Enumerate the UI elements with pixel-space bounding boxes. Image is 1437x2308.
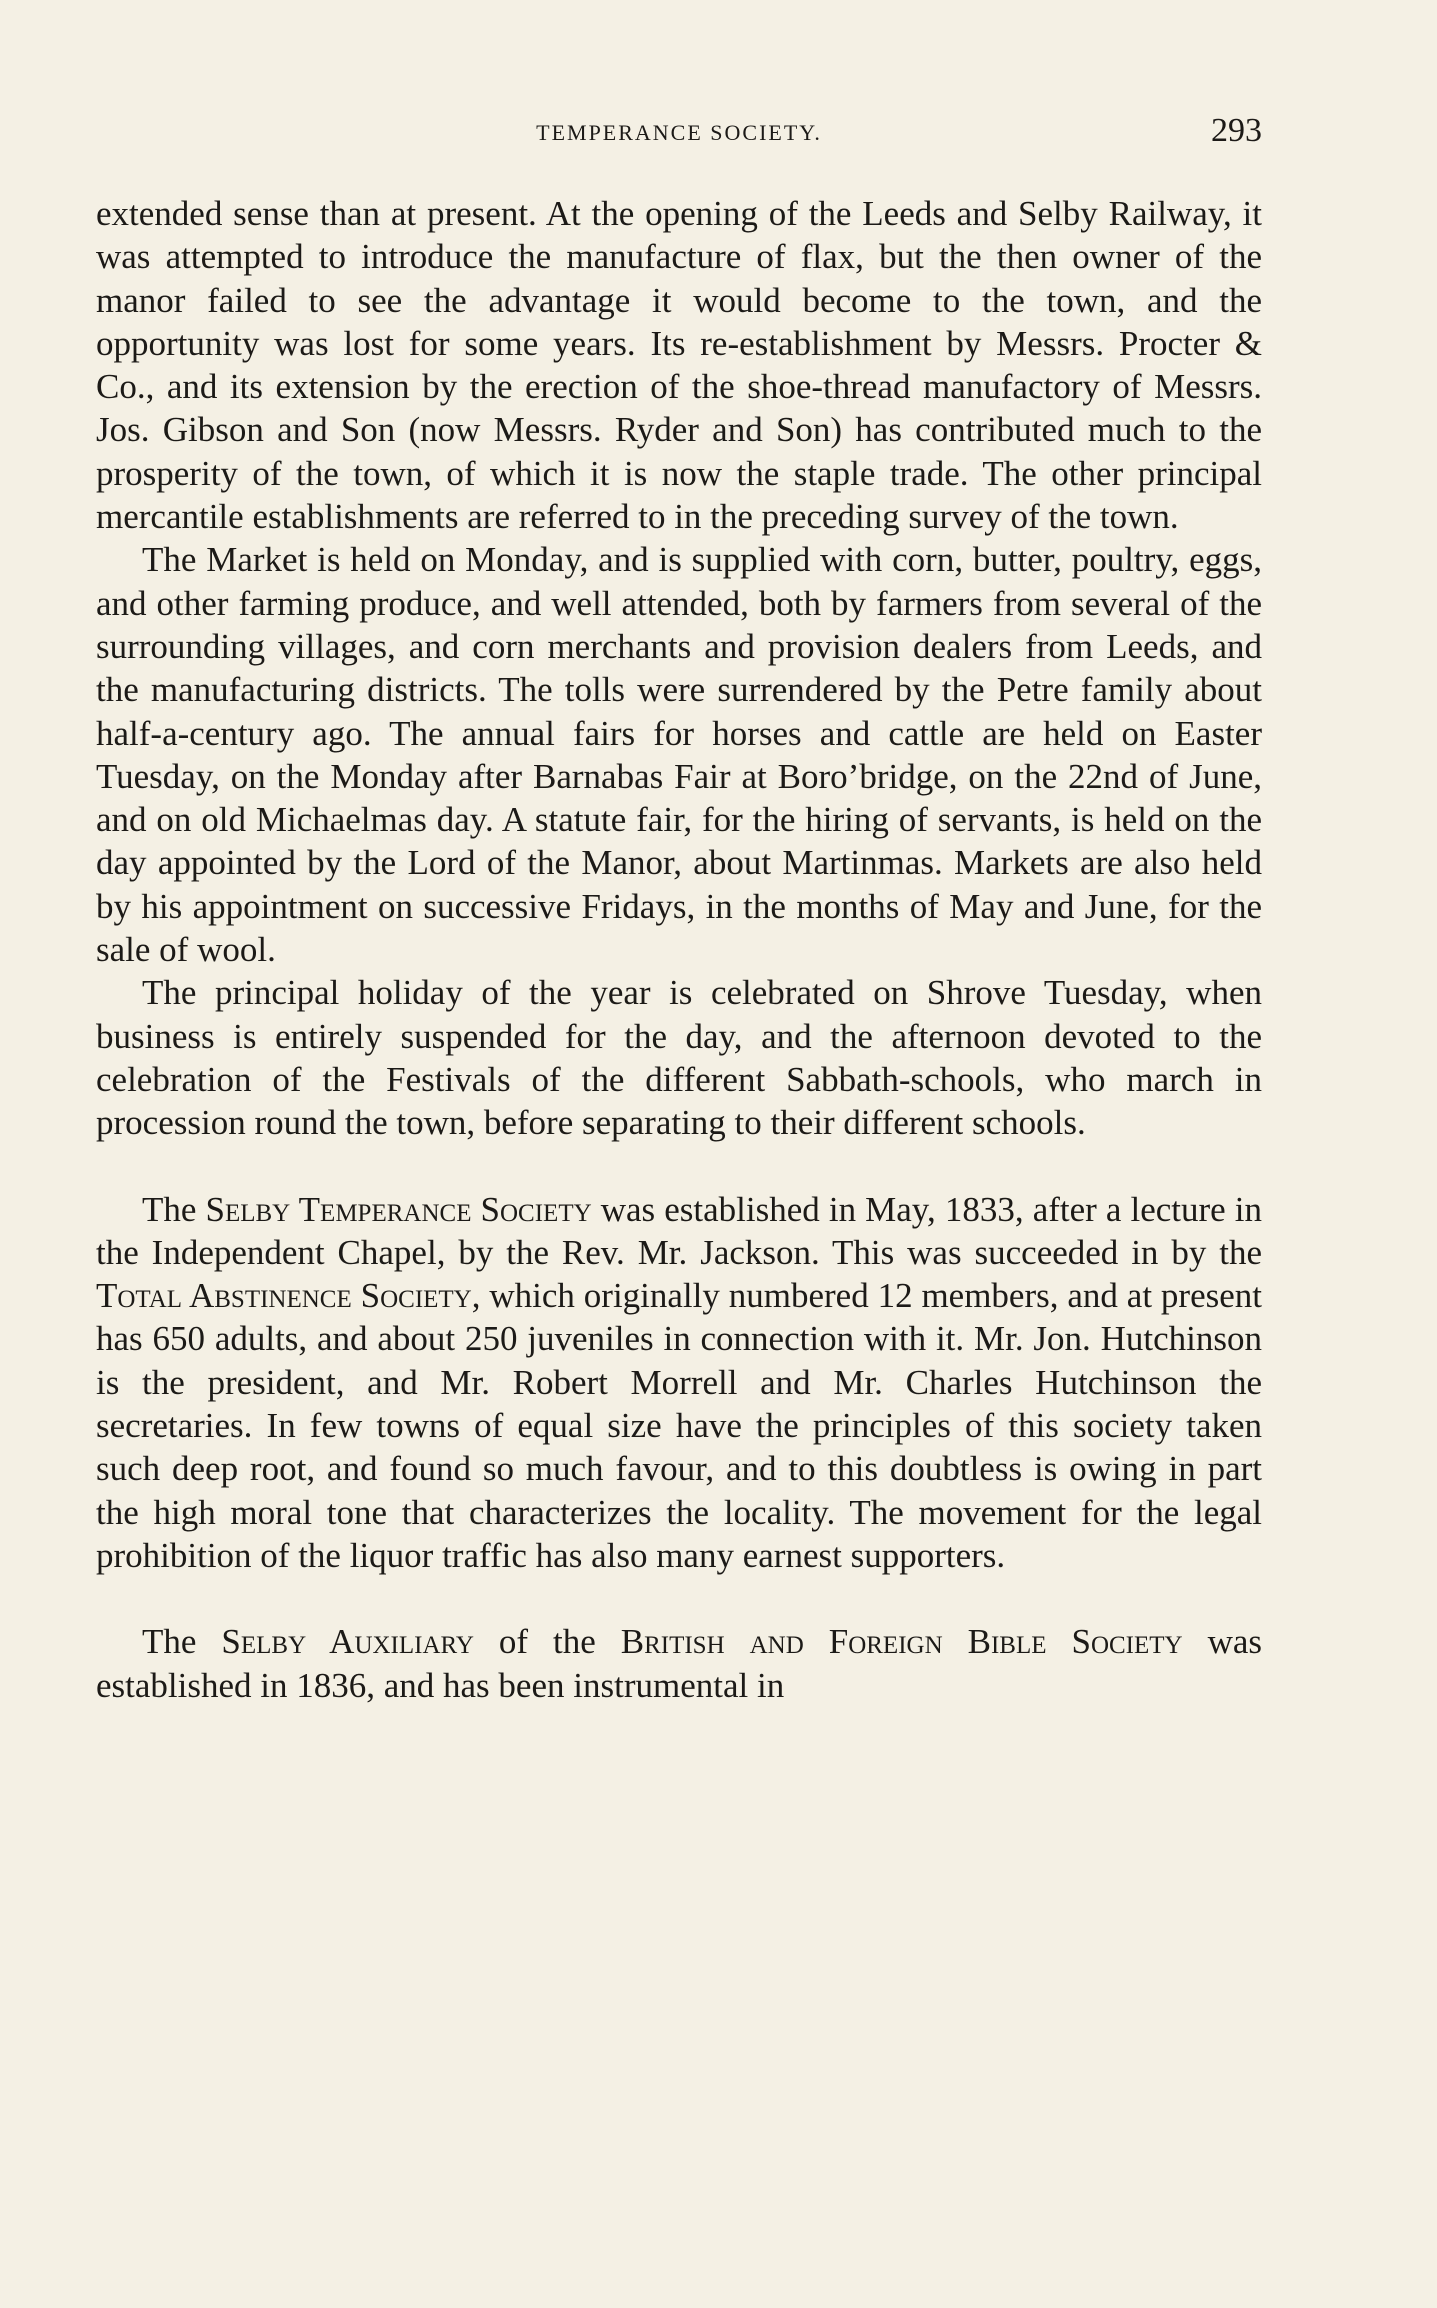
running-head [96,112,1262,152]
paragraph-flax-manufacture: extended sense than at present. At the opening of the Leeds and Selby Railway, it was attempted to introduce the manufacture of flax, but the then owner of the manor failed to see the advantage it would become to the town, and the opportunity was lost for some years. Its re-establishment by Messrs. Procter & Co., and its extension by the erection of the shoe-thread manufactory of Messrs. Jos. Gibson and Son (now Messrs. Ryder and Son) has contributed much to the prosperity of the town, of which it is now the staple trade. The other principal mercantile establishments are referred to in the preceding survey of the town. [96,194,1262,537]
paragraph-temperance-society [96,1188,1262,1578]
body-text [96,192,1262,1707]
running-title: TEMPERANCE SOCIETY. [536,120,822,145]
society-name: Total Abstinence Society [96,1276,472,1316]
society-name: Selby Temperance Society [205,1189,592,1229]
text-run: was established in May, 1833, after a lecture in the Independent Chapel, by the Rev. Mr. Jackson. This was succeeded in by the [96,1189,1262,1272]
society-name: British and Foreign Bible Society [620,1622,1183,1662]
text-run: was established in 1836, and has been instrumental in [96,1622,1262,1705]
society-name: Selby Auxiliary [221,1622,474,1662]
text-run: The [142,1189,206,1229]
text-run: of the [473,1622,621,1662]
text-run: , which originally numbered 12 members, and at present has 650 adults, and about 250 juveniles in connection with it. Mr. Jon. Hutchinson is the president, and Mr. Robert Morrell and Mr. Charles Hutchinson the secretaries. In few towns of equal size have the principles of this society taken such deep root, and found so much favour, and to this doubtless is owing in part the high moral tone that characterizes the locality. The movement for the legal prohibition of the liquor traffic has also many earnest supporters. [96,1276,1262,1575]
paragraph-market: The Market is held on Monday, and is supplied with corn, butter, poultry, eggs, and other farming produce, and well attended, both by farmers from several of the surrounding villages, and corn merchants and provision dealers from Leeds, and the manufacturing districts. The tolls were surrendered by the Petre family about half-a-century ago. The annual fairs for horses and cattle are held on Easter Tuesday, on the Monday after Barnabas Fair at Boro’bridge, on the 22nd of June, and on old Michaelmas day. A statute fair, for the hiring of servants, is held on the day appointed by the Lord of the Manor, about Martinmas. Markets are also held by his appointment on successive Fridays, in the months of May and June, for the sale of wool. [96,540,1262,970]
text-run: The [142,1622,222,1662]
paragraph-bible-society [96,1620,1262,1707]
paragraph-holiday: The principal holiday of the year is celebrated on Shrove Tuesday, when business is entirely suspended for the day, and the afternoon devoted to the celebration of the Festivals of the different Sabbath-schools, who march in procession round the town, before separating to their different schools. [96,973,1262,1143]
page-number: 293 [1211,112,1262,149]
